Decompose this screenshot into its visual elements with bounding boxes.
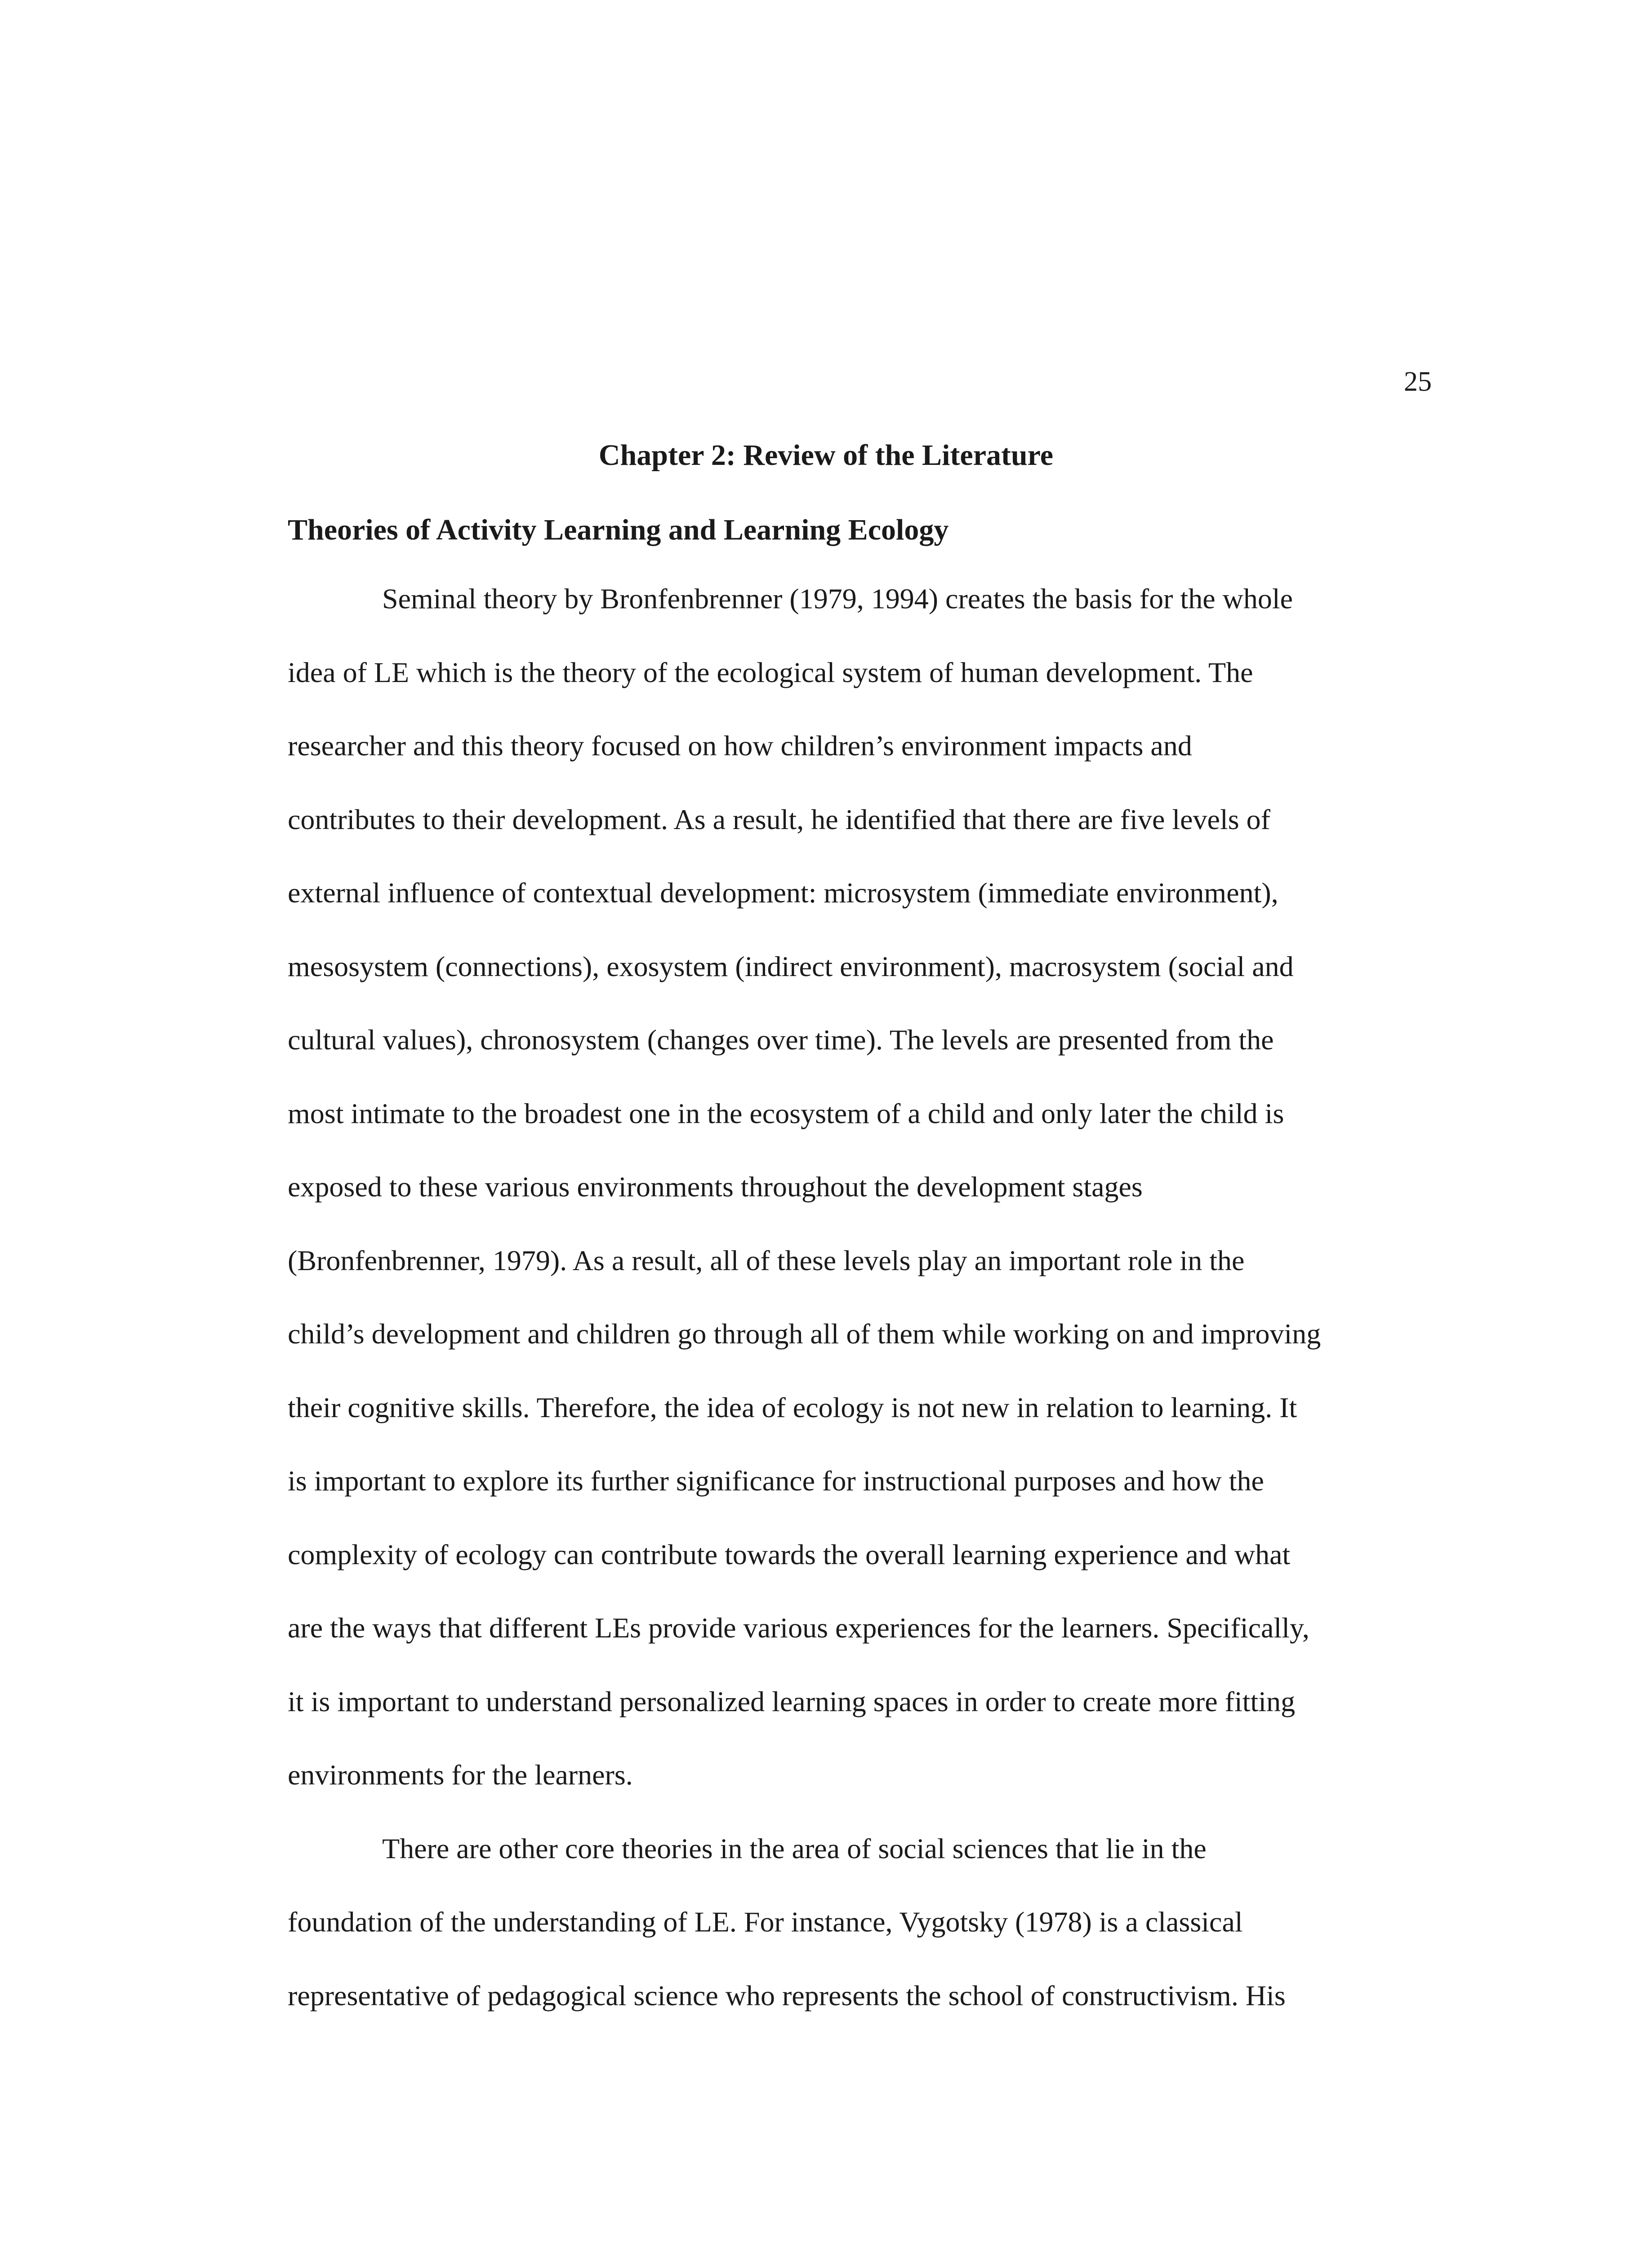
paragraph-1-line-3: researcher and this theory focused on how children’s environment impacts and bbox=[288, 730, 1192, 762]
paragraph-1-line-7: cultural values), chronosystem (changes over time). The levels are presented from the bbox=[288, 1024, 1274, 1056]
paragraph-2-line-3: representative of pedagogical science who represents the school of constructivism. His bbox=[288, 1979, 1286, 2012]
paragraph-1-line-13: is important to explore its further significance for instructional purposes and how the bbox=[288, 1465, 1264, 1497]
paragraph-1-line-5: external influence of contextual development: microsystem (immediate environment), bbox=[288, 877, 1278, 909]
paragraph-1-line-6: mesosystem (connections), exosystem (indirect environment), macrosystem (social and bbox=[288, 950, 1294, 982]
paragraph-1-line-1: Seminal theory by Bronfenbrenner (1979, 1994) creates the basis for the whole bbox=[382, 583, 1293, 615]
body-text bbox=[288, 584, 1434, 2055]
paragraph-1-line-12: their cognitive skills. Therefore, the idea of ecology is not new in relation to learning. It bbox=[288, 1391, 1297, 1423]
chapter-title: Chapter 2: Review of the Literature bbox=[598, 439, 1054, 472]
paragraph-1-line-17: environments for the learners. bbox=[288, 1759, 633, 1791]
paragraph-1-line-9: exposed to these various environments throughout the development stages bbox=[288, 1171, 1143, 1203]
paragraph-1-line-10: (Bronfenbrenner, 1979). As a result, all of these levels play an important role in the bbox=[288, 1244, 1245, 1276]
paragraph-1-line-14: complexity of ecology can contribute towards the overall learning experience and what bbox=[288, 1538, 1291, 1570]
paragraph-1-line-16: it is important to understand personalized learning spaces in order to create more fitting bbox=[288, 1685, 1296, 1717]
paragraph-1-line-11: child’s development and children go through all of them while working on and improving bbox=[288, 1318, 1321, 1350]
paragraph-1-line-15: are the ways that different LEs provide various experiences for the learners. Specifically, bbox=[288, 1612, 1309, 1644]
page-number: 25 bbox=[1404, 366, 1432, 397]
section-heading: Theories of Activity Learning and Learning Ecology bbox=[288, 513, 949, 546]
paragraph-1-line-2: idea of LE which is the theory of the ecological system of human development. The bbox=[288, 656, 1253, 688]
paragraph-1-line-8: most intimate to the broadest one in the ecosystem of a child and only later the child is bbox=[288, 1097, 1284, 1129]
paragraph-2-line-2: foundation of the understanding of LE. For instance, Vygotsky (1978) is a classical bbox=[288, 1906, 1243, 1938]
paragraph-1-line-4: contributes to their development. As a result, he identified that there are five levels of bbox=[288, 803, 1270, 835]
paragraph-2-line-1: There are other core theories in the area of social sciences that lie in the bbox=[382, 1832, 1207, 1864]
